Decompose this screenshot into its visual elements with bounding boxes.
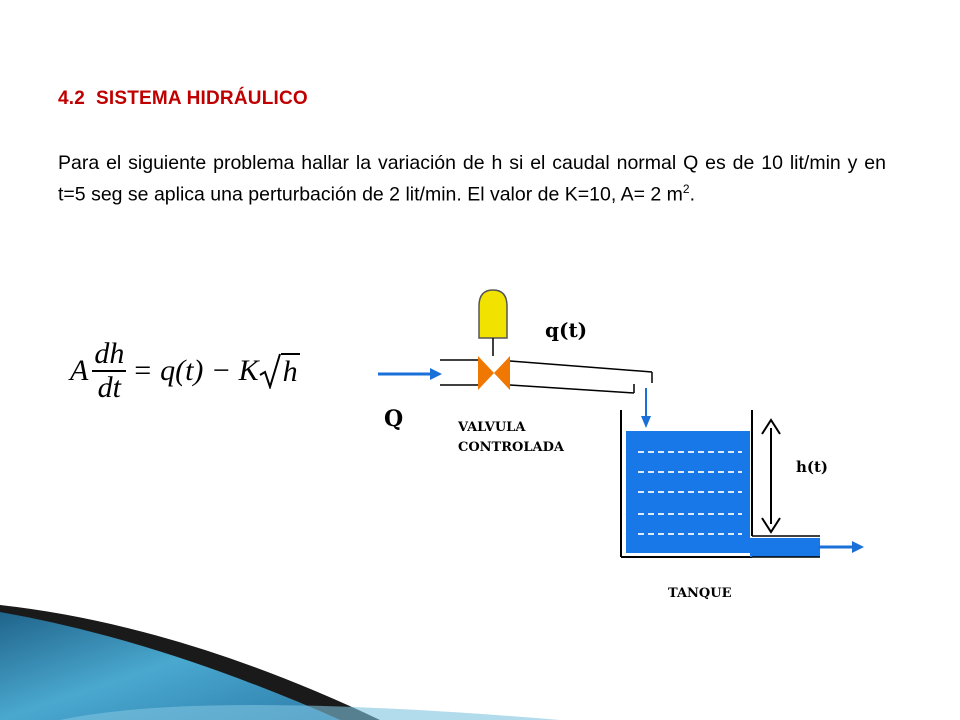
problem-text: Para el siguiente problema hallar la variación de h si el caudal normal Q es de 10 lit/min y en t=5 seg se aplica una perturbación de 2 lit/min. El valor de K=10, A= 2 m: [58, 152, 886, 206]
outflow-arrow-icon: [818, 541, 864, 553]
section-title: SISTEMA HIDRÁULICO: [95, 88, 308, 109]
tank-label: TANQUE: [668, 586, 732, 601]
control-valve-icon: [478, 356, 510, 390]
height-arrow-icon: [762, 420, 780, 532]
drain-pipe: [750, 536, 820, 557]
Q-label: Q: [384, 406, 404, 432]
valve-label-line1: VALVULA: [458, 420, 526, 435]
outlet-pipe: [510, 361, 652, 393]
tank: [621, 410, 752, 557]
problem-end: .: [689, 183, 696, 206]
fraction-denominator: dt: [97, 371, 121, 404]
fraction-numerator: dh: [94, 337, 125, 370]
valve-actuator-icon: [479, 290, 507, 356]
valve-label-line2: CONTROLADA: [458, 440, 564, 455]
radicand: h: [282, 355, 298, 388]
q-label: q(t): [545, 318, 588, 342]
equation-A: A: [70, 354, 89, 387]
height-label: h(t): [796, 458, 829, 476]
section-number: 4.2: [58, 88, 86, 109]
unit-exponent: 2: [682, 182, 690, 196]
valve-label: [458, 418, 564, 458]
equation-rhs: = q(t) − K: [132, 354, 259, 387]
disturbance-arrow-icon: [641, 388, 651, 428]
inlet-arrow-icon: [378, 368, 442, 380]
inlet-pipe: [440, 360, 478, 385]
